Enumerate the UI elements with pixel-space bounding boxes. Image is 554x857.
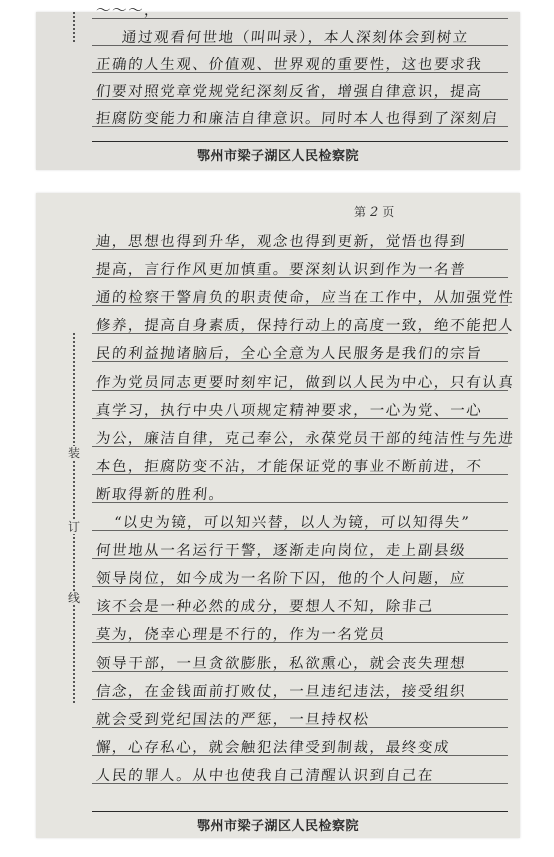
handwritten-line: 正确的人生观、价值观、世界观的重要性，这也要求我	[95, 57, 483, 73]
handwritten-line: “以史为镜，可以知兴替，以人为镜，可以知得失”	[113, 515, 471, 531]
handwritten-line: 通过观看何世地（叫叫录），本人深刻体会到树立	[121, 30, 470, 46]
binding-char-zhuang: 装	[67, 446, 80, 460]
handwritten-line: 民的利益抛诸脑后，全心全意为人民服务是我们的宗旨	[95, 346, 483, 363]
handwritten-line: 通的检察干警肩负的职责使命，应当在工作中，从加强党性	[95, 290, 516, 307]
handwritten-line: 就会受到党纪国法的严惩，一旦持权松	[95, 711, 371, 728]
handwritten-line: 懈，心存私心，就会触犯法律受到制裁，最终变成	[95, 739, 451, 756]
handwritten-line: 领导岗位，如今成为一名阶下囚，他的个人问题，应	[95, 571, 467, 588]
ruled-text-area	[92, 193, 516, 813]
footer-institution: 鄂州市梁子湖区人民检察院	[196, 819, 359, 834]
page-label-prefix: 第	[354, 205, 367, 219]
handwritten-line: 迪，思想也得到升华，观念也得到更新，觉悟也得到	[95, 234, 467, 250]
page-label-suffix: 页	[382, 205, 395, 219]
binding-dotted-line	[73, 333, 75, 703]
ruled-text-area	[92, 3, 508, 144]
handwritten-line: 作为党员同志更要时刻牢记，做到以人民为中心，只有认真	[95, 374, 516, 391]
handwritten-line: 拒腐防变能力和廉洁自律意识。同时本人也得到了深刻启	[95, 111, 500, 127]
binding-char-xian: 线	[67, 591, 80, 605]
handwritten-line: 真学习，执行中央八项规定精神要求，一心为党、一心	[95, 402, 483, 419]
handwritten-line: 提高，言行作风更加慎重。要深刻认识到作为一名普	[95, 262, 467, 279]
binding-dotted-line	[73, 12, 75, 42]
handwritten-line: 们要对照党章党规党纪深刻反省，增强自律意识，提高	[95, 84, 483, 100]
handwritten-line: 信念，在金钱面前打败仗，一旦违纪违法，接受组织	[95, 683, 467, 700]
handwritten-line: 何世地从一名运行干警，逐渐走向岗位，走上副县级	[95, 543, 467, 560]
handwritten-line: 断取得新的胜利。	[95, 486, 226, 503]
footer-rule	[92, 141, 508, 142]
footer-rule	[92, 811, 508, 812]
handwritten-line: 修养，提高自身素质，保持行动上的高度一致，绝不能把人	[95, 318, 516, 335]
handwritten-line: 人民的罪人。从中也使我自己清醒认识到自己在	[95, 767, 435, 784]
page-number-value: 2	[370, 205, 379, 220]
handwritten-line: ～～～，	[95, 3, 161, 19]
handwritten-line: 本色，拒腐防变不沾，才能保证党的事业不断前进，不	[95, 458, 483, 475]
handwritten-line: 领导干部，一旦贪欲膨胀，私欲熏心，就会丧失理想	[95, 655, 467, 672]
footer-institution: 鄂州市梁子湖区人民检察院	[196, 149, 359, 164]
document-page-top	[36, 3, 520, 170]
handwritten-line: 该不会是一种必然的成分，要想人不知，除非己	[95, 599, 435, 616]
handwritten-line: 为公，廉洁自律，克己奉公，永葆党员干部的纯洁性与先进	[95, 430, 516, 447]
document-page-2	[36, 193, 520, 838]
binding-char-ding: 订	[67, 520, 80, 534]
handwritten-line: 莫为，侥幸心理是不行的，作为一名党员	[95, 627, 387, 644]
